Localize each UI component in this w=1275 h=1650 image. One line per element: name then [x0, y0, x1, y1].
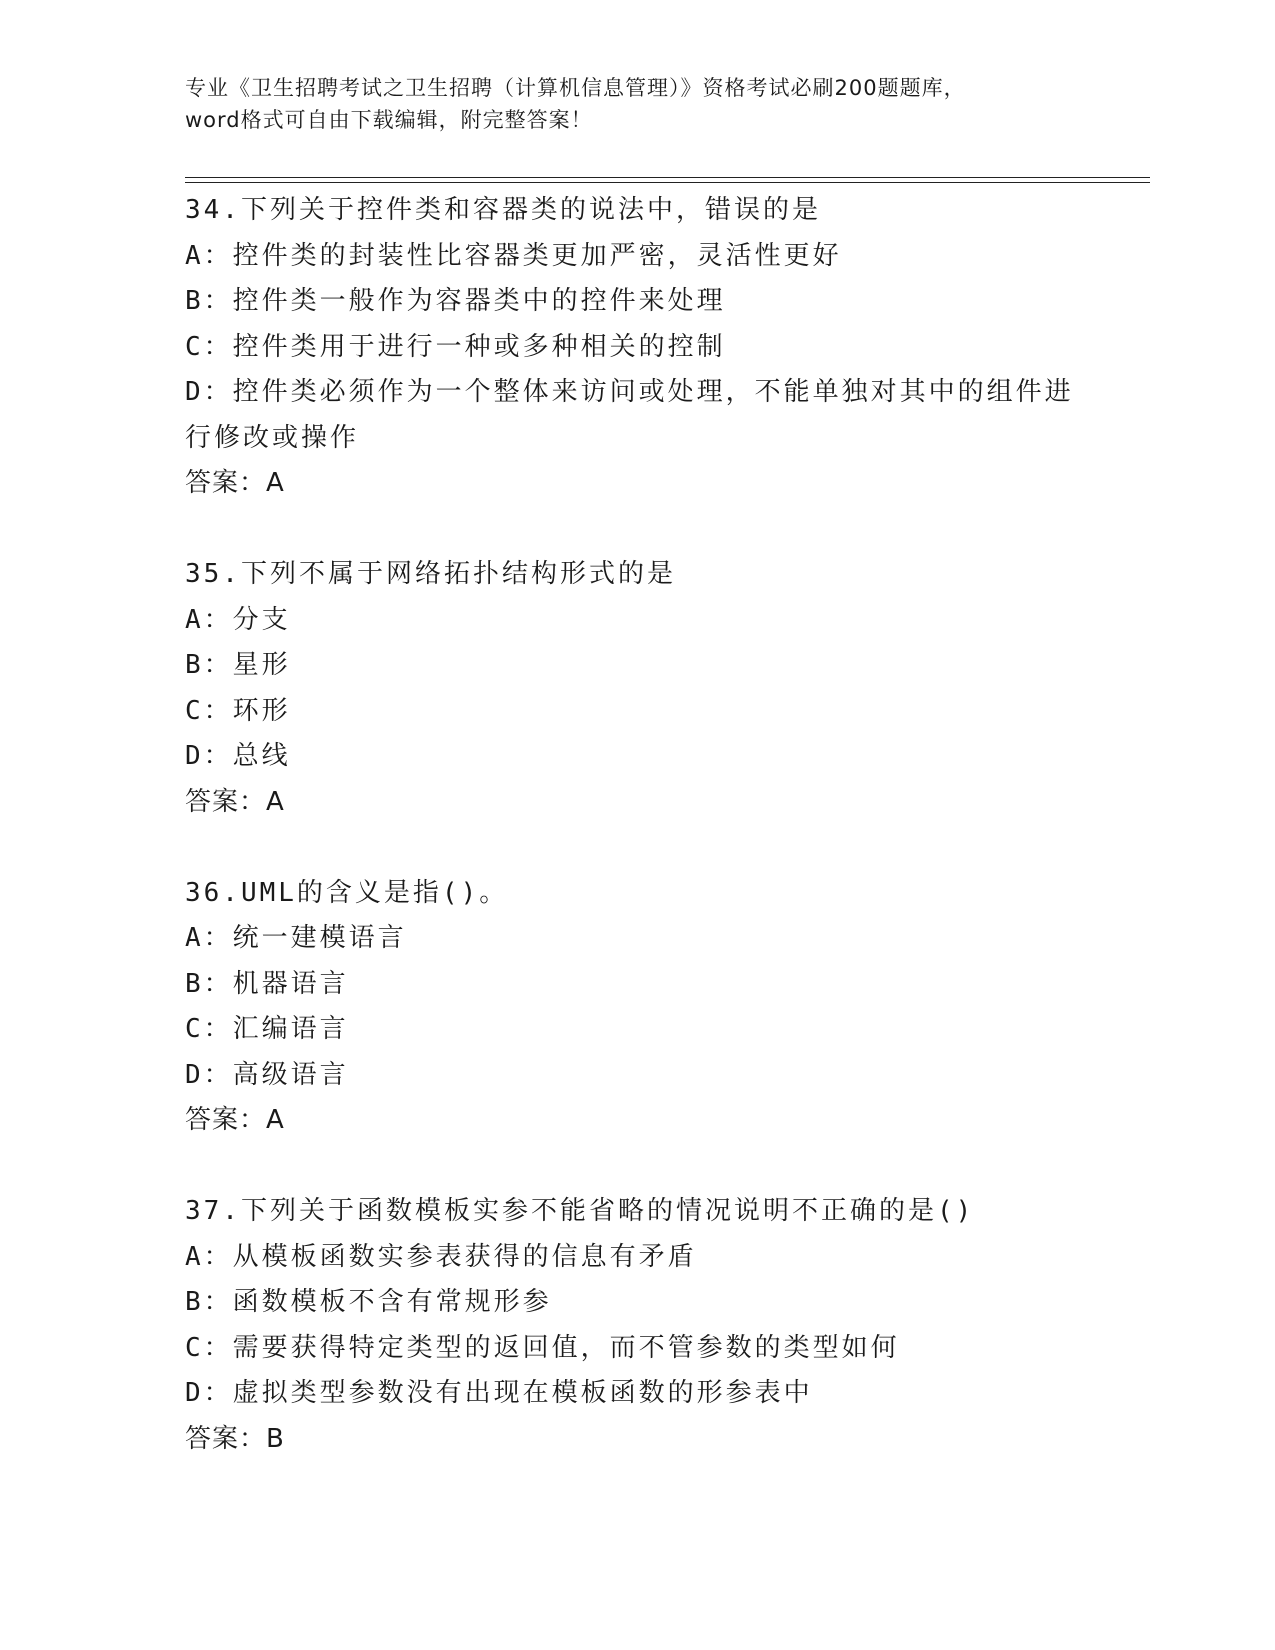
option-a: A：从模板函数实参表获得的信息有矛盾: [185, 1241, 697, 1272]
header-line-1: 专业《卫生招聘考试之卫生招聘（计算机信息管理）》资格考试必刷200题题库，: [185, 76, 966, 100]
header-line-2: word格式可自由下载编辑，附完整答案！: [185, 108, 593, 132]
question-stem: 35.下列不属于网络拓扑结构形式的是: [185, 559, 676, 589]
option-b: B：控件类一般作为容器类中的控件来处理: [185, 286, 726, 316]
answer: 答案：B: [185, 1423, 285, 1454]
question-36: [185, 871, 1085, 1144]
question-34: [185, 188, 1085, 507]
option-a: A：控件类的封装性比容器类更加严密，灵活性更好: [185, 240, 842, 271]
question-stem: 34.下列关于控件类和容器类的说法中，错误的是: [185, 195, 821, 225]
header-divider-bottom: [185, 182, 1150, 183]
option-c: C：汇编语言: [185, 1014, 349, 1044]
question-gap: [185, 1144, 1085, 1190]
option-b: B：机器语言: [185, 968, 349, 999]
question-gap: [185, 507, 1085, 553]
answer: 答案：A: [185, 786, 285, 817]
option-d-continued: 行修改或操作: [185, 422, 360, 453]
question-stem: 36.UML的含义是指()。: [185, 877, 509, 908]
question-37: [185, 1189, 1085, 1462]
option-c: C：环形: [185, 695, 291, 726]
option-c: C：控件类用于进行一种或多种相关的控制: [185, 331, 726, 362]
option-d: D：高级语言: [185, 1059, 349, 1090]
option-a: A：分支: [185, 604, 291, 635]
answer: 答案：A: [185, 1105, 285, 1135]
option-b: B：星形: [185, 650, 291, 680]
question-list: [185, 188, 1085, 1462]
question-stem: 37.下列关于函数模板实参不能省略的情况说明不正确的是(): [185, 1196, 975, 1226]
header-divider-top: [185, 177, 1150, 178]
option-d: D：总线: [185, 741, 291, 771]
option-d: D：虚拟类型参数没有出现在模板函数的形参表中: [185, 1378, 813, 1408]
option-d: D：控件类必须作为一个整体来访问或处理，不能单独对其中的组件进: [185, 377, 1074, 407]
question-gap: [185, 825, 1085, 871]
question-35: [185, 552, 1085, 825]
option-b: B：函数模板不含有常规形参: [185, 1287, 552, 1317]
document-header: [185, 72, 1085, 136]
option-a: A：统一建模语言: [185, 923, 407, 953]
option-c: C：需要获得特定类型的返回值，而不管参数的类型如何: [185, 1332, 900, 1363]
answer: 答案：A: [185, 468, 285, 498]
